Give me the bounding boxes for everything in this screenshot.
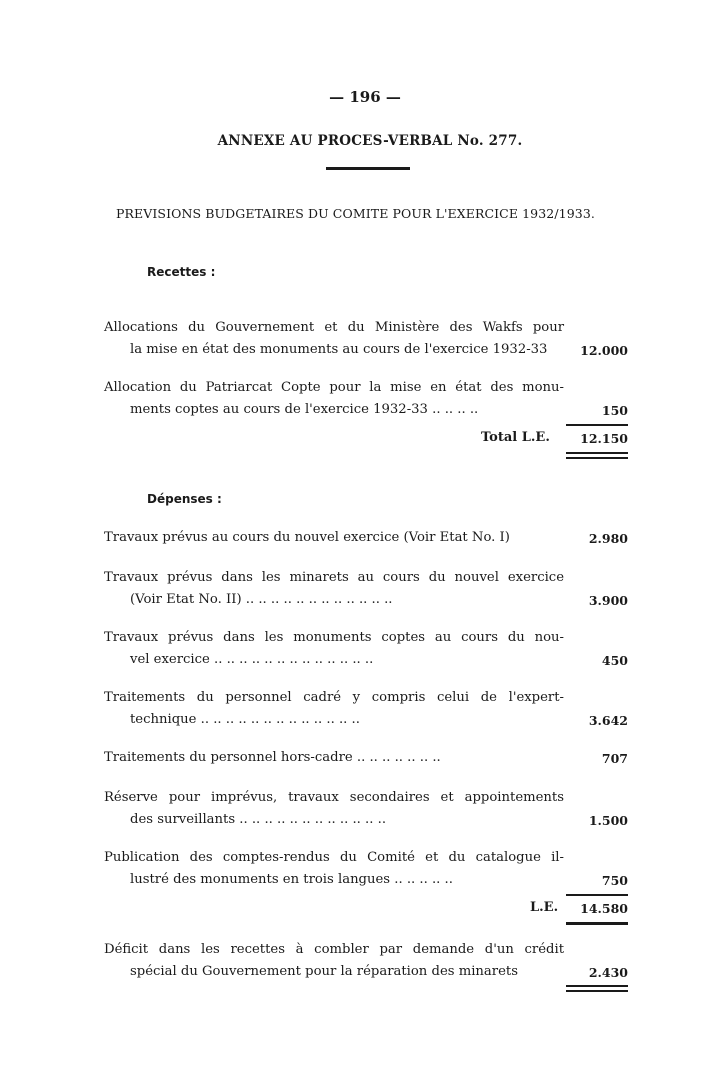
recettes-heading: Recettes : [147,265,216,279]
annex-title: ANNEXE AU PROCES-VERBAL No. 277. [217,133,523,149]
depense-7-amount: 750 [601,873,628,888]
recette-1-amount: 12.000 [580,343,628,358]
recettes-total-label: Total L.E. [481,430,550,445]
depense-5-line1: Traitements du personnel hors-cadre .. .. .. .. .. .. .. [104,750,441,765]
recettes-total-amount: 12.150 [580,431,628,446]
recette-2-amount: 150 [601,403,628,418]
depense-4-line1: Traitements du personnel cadré y compris celui de l'expert- [104,690,564,705]
recette-2-line1: Allocation du Patriarcat Copte pour la mise en état des monu- [104,380,564,395]
depenses-total-label: L.E. [530,900,559,915]
depenses-total-amount: 14.580 [580,901,628,916]
depense-6-amount: 1.500 [588,813,628,828]
title-divider [326,167,410,170]
recettes-total-rule-2 [566,457,628,459]
depense-3-line2: vel exercice .. .. .. .. .. .. .. .. .. .. .. .. .. [130,652,374,667]
deficit-rule-2 [566,990,628,992]
depense-1-line1: Travaux prévus au cours du nouvel exercice (Voir Etat No. I) [104,530,510,545]
recette-1-line1: Allocations du Gouvernement et du Ministère des Wakfs pour [104,320,564,335]
depense-4-amount: 3.642 [588,713,628,728]
recettes-total-rule-1 [566,452,628,454]
depense-2-line1: Travaux prévus dans les minarets au cours du nouvel exercice [104,570,564,585]
deficit-rule-1 [566,985,628,987]
page-number: — 196 — [329,88,401,106]
depense-2-amount: 3.900 [588,593,628,608]
depenses-total-rule [566,922,628,925]
recette-2-line2: ments coptes au cours de l'exercice 1932-33 .. .. .. .. [130,402,479,417]
depenses-sum-rule [566,894,628,896]
recettes-sum-rule [566,424,628,426]
depense-2-line2: (Voir Etat No. II) .. .. .. .. .. .. .. .. .. .. .. .. [130,592,393,607]
deficit-amount: 2.430 [588,965,628,980]
depense-7-line1: Publication des comptes-rendus du Comité et du catalogue il- [104,850,564,865]
depense-6-line1: Réserve pour imprévus, travaux secondaires et appointements [104,790,564,805]
depense-6-line2: des surveillants .. .. .. .. .. .. .. .. .. .. .. .. [130,812,387,827]
depenses-heading: Dépenses : [147,492,222,506]
recette-1-line2: la mise en état des monuments au cours de l'exercice 1932-33 [130,342,548,357]
deficit-line2: spécial du Gouvernement pour la réparation des minarets [130,964,518,979]
depense-7-line2: lustré des monuments en trois langues .. .. .. .. .. [130,872,453,887]
depense-3-line1: Travaux prévus dans les monuments coptes au cours du nou- [104,630,564,645]
depense-5-amount: 707 [601,751,628,766]
depense-4-line2: technique .. .. .. .. .. .. .. .. .. .. .. .. .. [130,712,360,727]
depense-3-amount: 450 [601,653,628,668]
deficit-line1: Déficit dans les recettes à combler par demande d'un crédit [104,942,564,957]
depense-1-amount: 2.980 [588,531,628,546]
budget-subtitle: PREVISIONS BUDGETAIRES DU COMITE POUR L'EXERCICE 1932/1933. [116,206,595,221]
